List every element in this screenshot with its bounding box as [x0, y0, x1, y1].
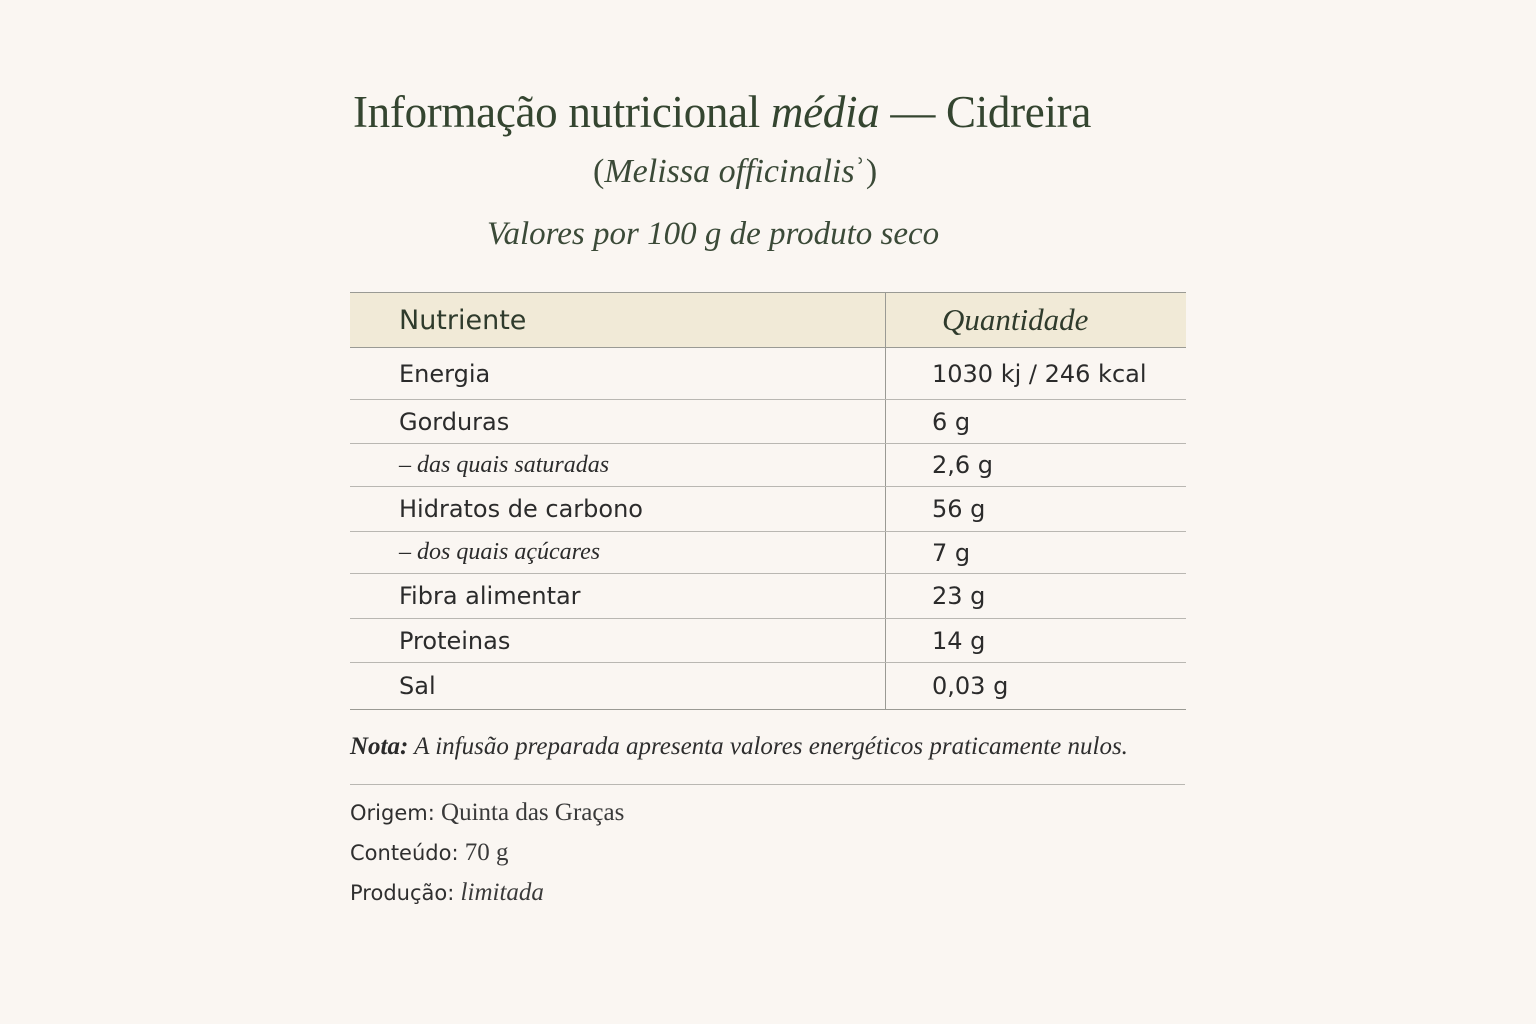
- scientific-name: [593, 153, 877, 191]
- table-row: [350, 663, 1186, 710]
- page-title: [353, 86, 1091, 138]
- column-header-nutrient: Nutriente: [350, 293, 886, 348]
- table-row: [350, 574, 1186, 619]
- production-value: limitada: [454, 879, 544, 906]
- nutrient-cell: – das quais saturadas: [350, 444, 886, 487]
- origin-line: [350, 799, 624, 827]
- table-row: [350, 487, 1186, 532]
- nutrient-cell: – dos quais açúcares: [350, 532, 886, 574]
- note-text: A infusão preparada apresenta valores energéticos praticamente nulos.: [408, 733, 1128, 760]
- nutrient-cell: Energia: [350, 348, 886, 400]
- table-header-row: [350, 293, 1186, 348]
- table-row: [350, 619, 1186, 663]
- title-product: — Cidreira: [879, 87, 1092, 137]
- quantity-cell: 56 g: [886, 487, 1187, 532]
- quantity-cell: 14 g: [886, 619, 1187, 663]
- nutrient-cell: Sal: [350, 663, 886, 710]
- production-line: [350, 879, 544, 907]
- quantity-cell: 23 g: [886, 574, 1187, 619]
- divider: [350, 784, 1185, 785]
- nutrient-cell: Fibra alimentar: [350, 574, 886, 619]
- content-line: [350, 839, 509, 867]
- subtitle-open: (: [593, 153, 605, 190]
- nutrient-cell: Hidratos de carbono: [350, 487, 886, 532]
- origin-value: Quinta das Graças: [434, 799, 625, 826]
- subtitle-close: ʾ): [854, 153, 878, 190]
- quantity-cell: 6 g: [886, 400, 1187, 444]
- quantity-cell: 7 g: [886, 532, 1187, 574]
- column-header-quantity: Quantidade: [886, 293, 1187, 348]
- subtitle-italic: Melissa officinalis: [604, 153, 855, 190]
- quantity-cell: 1030 kj / 246 kcal: [886, 348, 1187, 400]
- nutrient-cell: Proteinas: [350, 619, 886, 663]
- note: [350, 733, 1128, 761]
- content-label: Conteúdo:: [350, 841, 459, 865]
- table-row: [350, 348, 1186, 400]
- quantity-cell: 2,6 g: [886, 444, 1187, 487]
- content-value: 70 g: [458, 839, 509, 866]
- per-100g-line: Valores por 100 g de produto seco: [487, 216, 940, 252]
- nutrition-table: [350, 292, 1186, 710]
- table-row: [350, 400, 1186, 444]
- table-row: [350, 532, 1186, 574]
- title-italic: média: [770, 87, 880, 137]
- table-row: [350, 444, 1186, 487]
- origin-label: Origem:: [350, 801, 435, 825]
- nutrient-cell: Gorduras: [350, 400, 886, 444]
- note-label: Nota:: [350, 733, 409, 760]
- production-label: Produção:: [350, 881, 455, 905]
- quantity-cell: 0,03 g: [886, 663, 1187, 710]
- title-text: Informação nutricional: [353, 87, 771, 137]
